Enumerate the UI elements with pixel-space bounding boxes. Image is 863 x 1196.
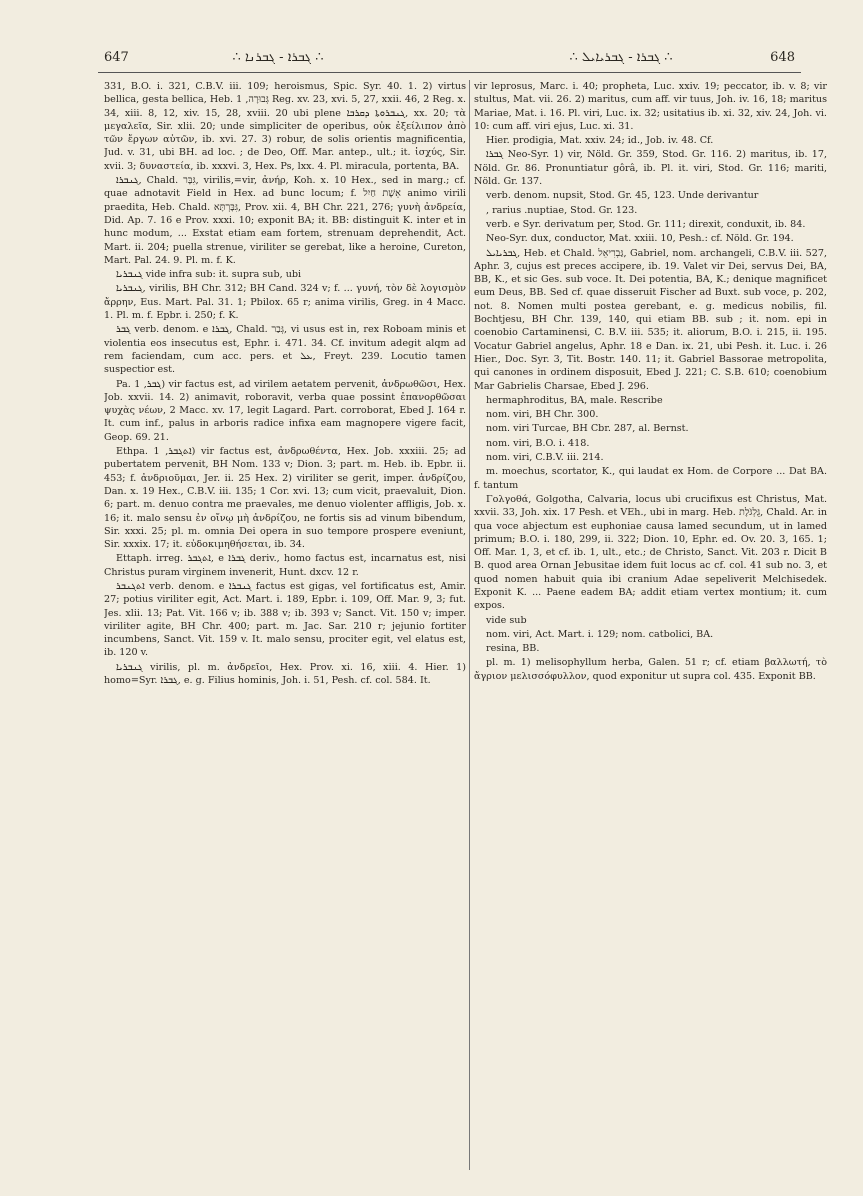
dictionary-entry: vir leprosus, Marc. i. 40; propheta, Luc. xxiv. 19; peccator, ib. v. 8; vir stultus, Mat. vii. 26. 2) maritus, cum aff. vir tuus, Joh. iv. 16, 18; maritus Mariae, Mat. i. 16. Pl. viri, Luc. ix. 32; usitatius ib. xi. 32, xiv. 24, Joh. vi. 10: cum aff. viri ejus, Luc. xi. 31. [474,81,827,132]
page-number-right: 648 [770,50,795,65]
dictionary-entry: resina, BB. [486,643,540,655]
dictionary-entry: nom. viri Turcae, BH Cbr. 287, al. Bernst. [486,423,689,435]
dictionary-entry: Ethpa. ܐܬܓܒܪ, 1) vir factus est, ἀνδρωθέντα, Hex. Job. xxxiii. 25; ad pubertatem pervenit, BH Nom. 133 v; Dion. 3; part. m. Heb. ib. Epbr. ii. 453; f. ἀνδριοῦμαι, Jer. ii. 25 Hex. 2) viriliter se gerit, imper. ἀνδρίζου, Dan. x. 19 Hex., C.B.V. iii. 135; 1 Cor. xvi. 13; cum vicit, praevaluit, Dion. 6; part. m. denuo contra me praevales, me denuo violenter affligis, Job. x. 16; it. malo sensu ἐν οἴνῳ μὴ ἀνδρίζου, ne fortis sis ad vinum bibendum, Sir. xxxi. 25; pl. m. omnia Dei opera in suo tempore prospere eveniunt, Sir. xxxix. 17; it. εὐδοκιμηθήσεται, ib. 34. [104,446,466,551]
dictionary-entry: hermaphroditus, BA, male. Rescribe [486,394,663,406]
dictionary-entry: nom. viri, Act. Mart. i. 129; nom. catbolici, BA. [486,628,714,640]
dictionary-entry: Ettaph. irreg. ܐܬܓܒܪ, e ܓܒܪܐ deriv., homo factus est, incarnatus est, nisi Christus puram virginem invenerit, Hunt. dxcv. 12 r. [104,553,466,578]
dictionary-entry: verb. denom. nupsit, Stod. Gr. 45, 123. Unde derivantur [486,190,759,202]
page-header [98,46,801,68]
dictionary-entry: ܐܬܓܢܒܪ verb. denom. e ܓܢܒܪܐ factus est gigas, vel fortificatus est, Amir. 27; potius viriliter egit, Act. Mart. i. 189, Epbr. i. 109, Off. Mar. 9, 3; fut. Jes. xlii. 13; Pat. Vit. 166 v; ib. 388 v; ib. 393 v; Sanct. Vit. 150 v; imper. viriliter agite, BH Chr. 400; part. m. Jac. Sar. 210 r; jejunio fortiter incumbens, Sanct. Vit. 159 v. It. malo sensu, prociter egit, vel elatus est, ib. 120 v. [104,580,466,659]
left-column [104,80,466,1170]
running-title-right: ∴ ܓܒܪܐ - ܓܒܪܝܐܝܠ ∴ [569,50,673,65]
dictionary-entry: ܓܢܒܪܐ, Chald. גִּבָּר, virilis,=vir, ἀνήρ, Koh. x. 10 Hex., sed in marg.; cf. quae adnotavit Field in Hex. ad bunc locum; f. אֵשֶׁת חַיִל animo virili praedita, Heb. Chald. גִּבָּרְתָּא, Prov. xii. 4, BH Chr. 221, 276; γυνὴ ἀνδρεία, Did. Ap. 7. 16 e Prov. xxxi. 10; exponit BA; it. BB: distinguit K. inter et in hunc modum, ... Exstat etiam eam fortem, strenuam deprehendit, Act. Mart. ii. 204; puella strenue, viriliter se gerebat, like a heroine, Cureton, Mart. Pal. 24. 9. Pl. m. f. K. [104,175,466,266]
dictionary-entry: ܓܢܒܪܝܐ vide infra sub: it. supra sub, ubi [116,269,302,281]
dictionary-entry: nom. viri, C.B.V. iii. 214. [486,452,604,464]
dictionary-entry: , rarius .nuptiae, Stod. Gr. 123. [486,204,638,216]
dictionary-entry: verb. e Syr. derivatum per, Stod. Gr. 111; direxit, conduxit, ib. 84. [486,218,806,230]
dictionary-entry: Pa. ܓܒܪ, 1) vir factus est, ad virilem aetatem pervenit, ἀνδρωθῶσι, Hex. Job. xxvii. 14. 2) animavit, roboravit, verba quae possint ἐπανορθῶσαι ψυχὰς νέων, 2 Macc. xv. 17, legit Lagard. Part. corroborat, Ebed J. 164 r. It. cum inf., palus in arboris radice infixa eam magnopere vigere facit, Geop. 69. 21. [104,378,466,443]
dictionary-entry: vide sub [486,614,527,626]
dictionary-entry: ܓܒܪ verb. denom. e ܓܒܪܐ, Chald. גְּבַר, vi usus est in, rex Roboam minis et violentia eos insecutus est, Ephr. i. 471. 34. Cf. invitum adegit alqm ad rem faciendam, cum acc. pers. et ܥܠ, Freyt. 239. Locutio tamen suspectior est. [104,324,466,376]
dictionary-entry: ܓܢܒܪܝܐ virilis, pl. m. ἀνδρεῖοι, Hex. Prov. xi. 16, xiii. 4. Hier. 1) homo=Syr. ܓܒܪܐ, e. g. Filius hominis, Joh. i. 51, Pesh. cf. col. 584. It. [104,661,466,687]
dictionary-entry: Hier. prodigia, Mat. xxiv. 24; id., Job. iv. 48. Cf. [486,135,714,147]
dictionary-entry: ܓܒܪܝܐܝܠ, Heb. et Chald. גַּבְרִיאֵל, Gabriel, nom. archangeli, C.B.V. iii. 527, Aphr. 3, cujus est preces accipere, ib. 19. Valet vir Dei, servus Dei, BA, BB, K., et sic Ges. sub voce. It. Dei potentia, BA, K.; denique magnificet eum Deus, BB. Sed cf. quae disseruit Fischer ad Buxt. sub voce, p. 202, not. 8. Nomen multi postea gerebant, e. g. medicus nobilis, fil. Bochtjesu, BH Chr. 139, 140, qui etiam BB. sub ; it. nom. epi in coenobio Cartaminensi, C. B.V. iii. 535; it. aliorum, B.O. i. 215, ii. 195. Vocatur Gabriel angelus, Aphr. 18 e Dan. ix. 21, ubi Pesh. it. Luc. i. 26 Hier., Doc. Syr. 3, Tit. Bostr. 140. 11; it. Gabriel Bassorae metropolita, qui canones in ordinem disposuit, Ebed J. 221; C. S.B. 610; coenobium Mar Gabrielis Charsae, Ebed J. 296. [474,247,827,392]
column-divider [469,80,470,1170]
dictionary-entry: Γολγοθά, Golgotha, Calvaria, locus ubi crucifixus est Christus, Mat. xxvii. 33, Joh. xix. 17 Pesh. et VEh., ubi in marg. Heb. גֻּלְגֹּלֶת, Chald. Ar. in qua voce abjectum est euphoniae causa lamed secundum, ut in lamed primum; B.O. i. 180, 299, ii. 322; Dion. 10, Ephr. ed. Ov. 20. 3, 165. 1; Off. Mar. 1, 3, et cf. ib. 1, ult., etc.; de Christo, Sanct. Vit. 203 r. Dicit B B. quod area Ornan Jebusitae idem fuit locus ac cf. col. 41 sub no. 3, et quod nomen habuit quia ibi cranium Adae sepeliverit Melchisedek. Exponit K. ... Paene eadem BA; addit etiam vertex montium; it. cum expos. [474,493,827,612]
dictionary-entry: 331, B.O. i. 321, C.B.V. iii. 109; heroismus, Spic. Syr. 40. 1. 2) virtus bellica, gesta bellica, Heb. גְּבוּרָה, 1 Reg. xv. 23, xvi. 5, 27, xxii. 46, 2 Reg. x. 34, xiii. 8, 12, xiv. 15, 28, xviii. 20 ubi plene ܓܢܒܪܘܬܐ ܕܩܪܒܐ, xx. 20; τὰ μεγαλεῖα, Sir. xlii. 20; unde simpliciter de operibus, οὐκ ἐξείλιπον ἀπὸ τῶν ἔργων αὐτῶν, ib. xvi. 27. 3) robur, de solis orientis magnificentia, Jud. v. 31, ubi BH. ad loc. ; de Deo, Off. Mar. antep., ult.; it. ἰσχύς, Sir. xvii. 3; δυναστεία, ib. xxxvi. 3, Hex. Ps, lxx. 4. Pl. miracula, portenta, BA. [104,81,466,172]
running-title-left: ∴ ܓܒܪܐ - ܓܒܪܢܐ ∴ [232,50,324,65]
right-column [474,80,827,1170]
dictionary-entry: m. moechus, scortator, K., qui laudat ex Hom. de Corpore ... Dat BA. f. tantum [474,466,827,491]
page-number-left: 647 [104,50,129,65]
dictionary-entry: nom. viri, B.O. i. 418. [486,437,590,449]
dictionary-entry: Neo-Syr. dux, conductor, Mat. xxiii. 10, Pesh.: cf. Nöld. Gr. 194. [486,233,794,245]
header-rule [98,72,801,73]
dictionary-entry: nom. viri, BH Chr. 300. [486,409,599,421]
dictionary-entry: ܓܒܪܐ Neo-Syr. 1) vir, Nöld. Gr. 359, Stod. Gr. 116. 2) maritus, ib. 17, Nöld. Gr. 86. Pronuntiatur gôrâ, ib. Pl. it. viri, Stod. Gr. 116; mariti, Nöld. Gr. 137. [474,149,827,188]
dictionary-entry: ܓܢܒܪܝܐ, virilis, BH Chr. 312; BH Cand. 324 v; f. ... γυνή, τὸν δὲ λογισμὸν ἄρρην, Eus. Mart. Pal. 31. 1; Pbilox. 65 r; anima virilis, Greg. in 4 Macc. 1. Pl. m. f. Epbr. i. 250; f. K. [104,283,466,322]
dictionary-entry: pl. m. 1) melisophyllum herba, Galen. 51 r; cf. etiam βαλλωτή, τὸ ἄγριον μελισσόφυλλον, quod exponitur ut supra col. 435. Exponit BB. [474,657,827,682]
